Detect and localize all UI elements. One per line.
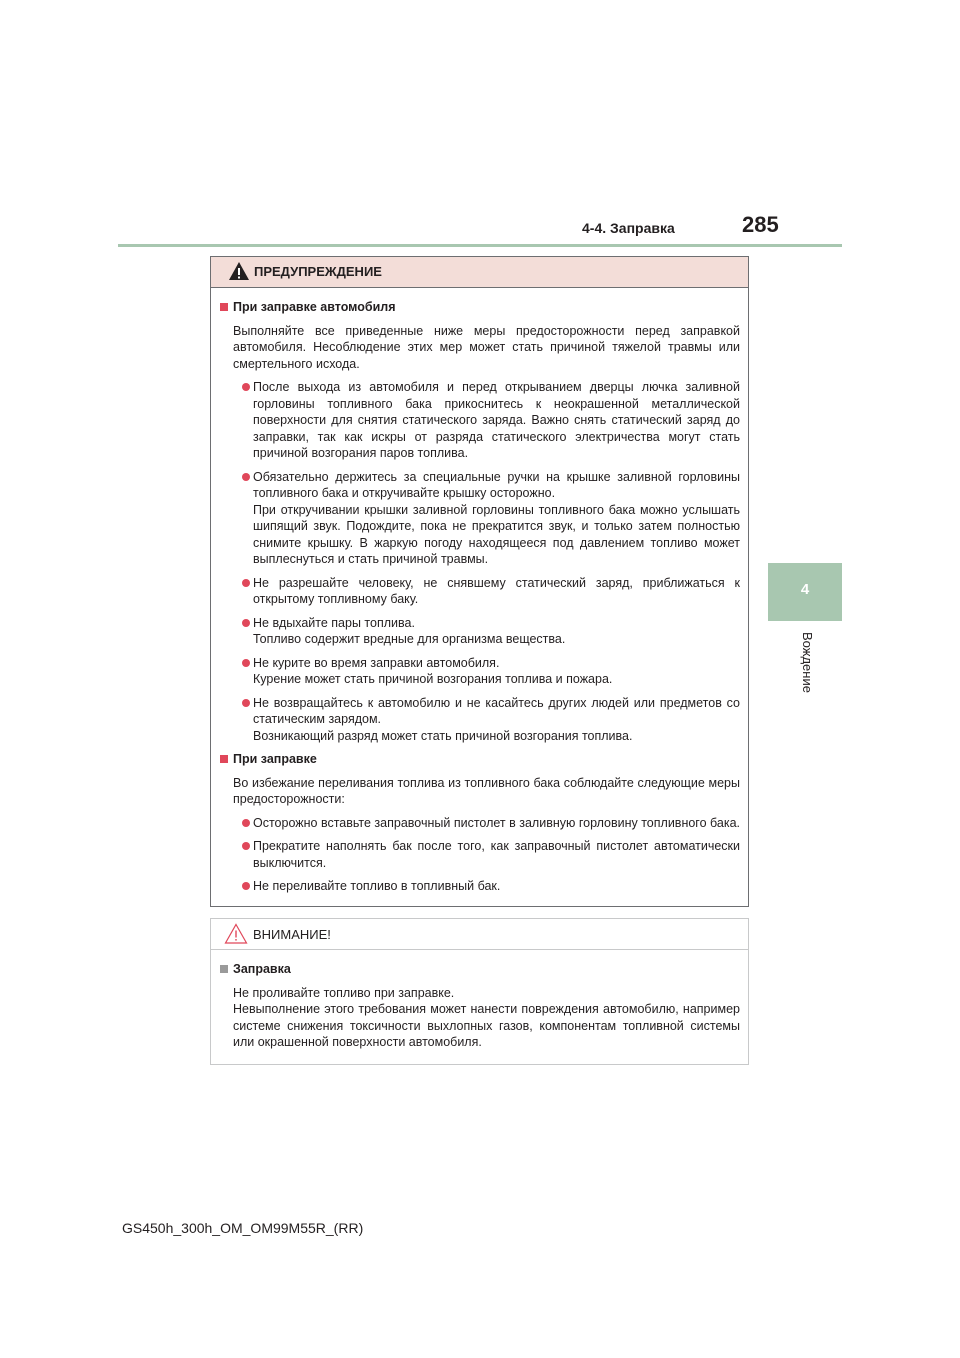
warning-bullet-line: Обязательно держитесь за специальные ручки на крышке заливной горловины топливного бака и откручивайте крышку осторожно.	[253, 469, 740, 500]
warning-bullet-line: Не разрешайте человеку, не снявшему статический заряд, приближаться к открытому топливному баку.	[253, 575, 740, 606]
warning-bullet	[243, 815, 740, 832]
warning-bullet-line: Возникающий разряд может стать причиной возгорания топлива.	[253, 728, 633, 743]
warning-bullet	[243, 469, 740, 568]
warning-section-paragraph: Во избежание переливания топлива из топливного бака соблюдайте следующие меры предосторожности:	[233, 775, 740, 806]
document-code: GS450h_300h_OM_OM99M55R_(RR)	[122, 1220, 364, 1236]
chapter-tab[interactable]	[768, 563, 842, 621]
caution-heading: Заправка	[220, 961, 740, 978]
chapter-number: 4	[800, 581, 810, 598]
warning-bullet	[243, 655, 740, 688]
warning-section-heading: При заправке	[220, 751, 740, 768]
warning-bullet	[243, 575, 740, 608]
caution-triangle-icon	[224, 923, 248, 944]
caution-line: Не проливайте топливо при заправке.	[233, 985, 455, 1000]
caution-header	[211, 919, 748, 950]
warning-header	[211, 257, 748, 288]
warning-bullet-line: При откручивании крышки заливной горловины топливного бака можно услышать шипящий звук. Подождите, пока не прекратится звук, и только затем полностью снимите крышку. В жаркую погоду находящееся под давлением топливо может выплеснуться и стать причиной травмы.	[253, 502, 740, 566]
warning-bullet	[243, 695, 740, 745]
warning-bullet	[243, 878, 740, 895]
warning-bullet-line: Не переливайте топливо в топливный бак.	[253, 879, 501, 893]
warning-bullet-line: После выхода из автомобиля и перед открыванием дверцы лючка заливной горловины топливного бака прикоснитесь к неокрашенной металлической поверхности для снятия статического заряда. Важно снять статический заряд до заправки, так как искры от разряда статического электричества могут стать причиной возгорания паров топлива.	[253, 380, 740, 460]
caution-box	[210, 918, 749, 1065]
warning-bullet-line: Не курите во время заправки автомобиля.	[253, 655, 500, 670]
caution-line: Невыполнение этого требования может нанести повреждения автомобилю, например системе снижения токсичности выхлопных газов, компонентам топливной системы или окрашенной поверхности автомобиля.	[233, 1002, 740, 1049]
page-number: 285	[742, 212, 779, 237]
warning-bullet-line: Топливо содержит вредные для организма вещества.	[253, 632, 566, 646]
caution-paragraph	[233, 985, 740, 1051]
warning-box	[210, 256, 749, 907]
warning-triangle-icon	[228, 261, 250, 281]
caution-title: ВНИМАНИЕ!	[253, 927, 331, 942]
caution-content	[211, 950, 748, 1051]
warning-bullet	[243, 615, 740, 648]
warning-content	[211, 288, 748, 895]
warning-bullet	[243, 379, 740, 462]
header-rule	[118, 244, 842, 247]
warning-section-paragraph: Выполняйте все приведенные ниже меры предосторожности перед заправкой автомобиля. Несоблюдение этих мер может стать причиной тяжелой травмы или смертельного исхода.	[233, 323, 740, 371]
warning-section-heading: При заправке автомобиля	[220, 299, 740, 316]
warning-bullet-line: Прекратите наполнять бак после того, как заправочный пистолет автоматически выключится.	[253, 839, 740, 870]
warning-bullet-line: Не возвращайтесь к автомобилю и не касайтесь других людей или предметов со статическим зарядом.	[253, 695, 740, 726]
chapter-name: Вождение	[800, 632, 815, 693]
warning-bullet	[243, 838, 740, 871]
warning-bullet-line: Осторожно вставьте заправочный пистолет в заливную горловину топливного бака.	[253, 815, 741, 830]
warning-bullet-line: Не вдыхайте пары топлива.	[253, 615, 415, 630]
warning-title: ПРЕДУПРЕЖДЕНИЕ	[254, 264, 382, 279]
warning-bullet-line: Курение может стать причиной возгорания топлива и пожара.	[253, 672, 613, 686]
section-title: 4-4. Заправка	[582, 220, 675, 236]
